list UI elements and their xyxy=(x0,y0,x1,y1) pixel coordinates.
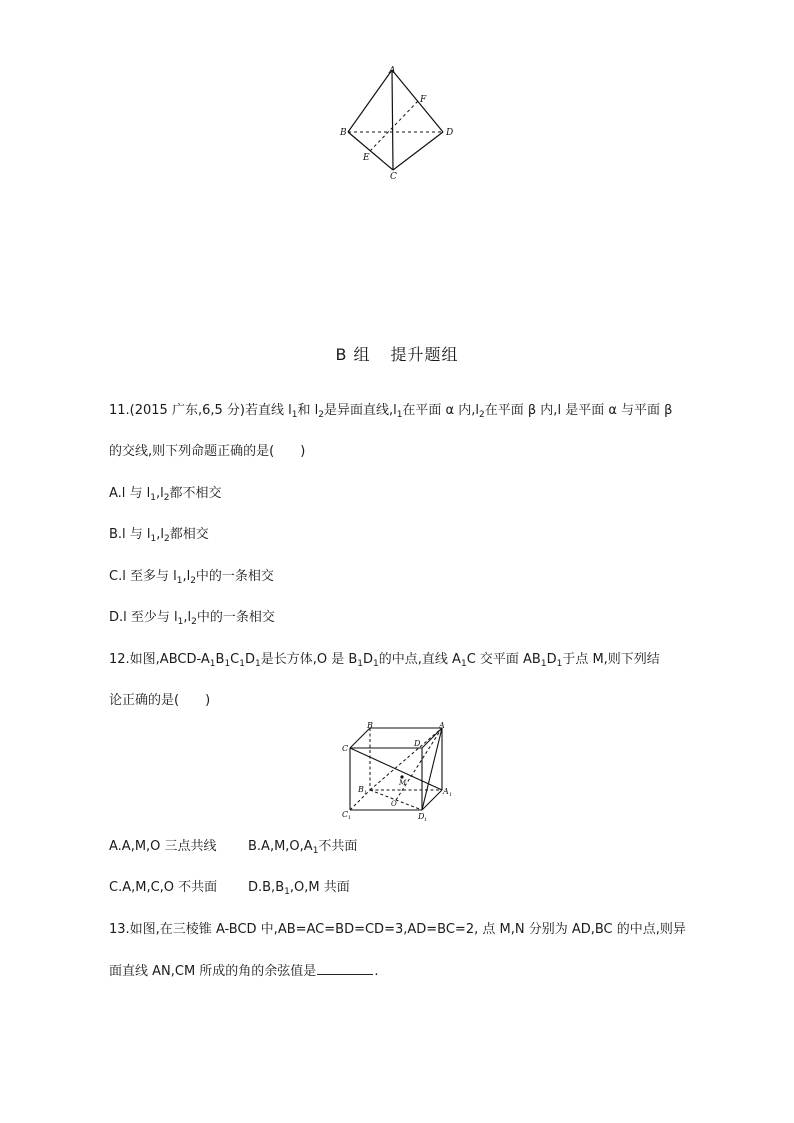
section-heading xyxy=(0,342,794,365)
label-c1: C xyxy=(342,810,349,819)
q12-options-row2 xyxy=(109,878,350,898)
q12-options-row1 xyxy=(109,837,357,857)
label-b1: B xyxy=(358,785,364,794)
label-a1: A xyxy=(443,787,449,796)
label-a: A xyxy=(439,722,445,730)
label-c1-sub: 1 xyxy=(348,815,352,821)
q11-line1: 11.(2015 广东,6,5 分)若直线 $l_1$和 $l_2$是异面直线$,l_1$在平面 α 内$,l_2$在平面 β 内,l 是平面 α 与平面 β xyxy=(109,403,673,420)
label-d: D xyxy=(414,739,421,748)
label-a1-sub: 1 xyxy=(449,792,453,798)
q11-option-b: B.l 与 $l_1,l_2$都相交 xyxy=(109,527,209,544)
q11-option-d: D.l 至少与 $l_1,l_2$中的一条相交 xyxy=(109,610,275,627)
q13-line1: 13.如图,在三棱锥 A-BCD 中,AB=AC=BD=CD=3,AD=BC=2, 点 M,N 分别为 AD,BC 的中点,则异 xyxy=(109,922,686,937)
edge-cd xyxy=(393,132,443,170)
q13-line2: 面直线 AN,CM 所成的角的余弦值是 . xyxy=(109,964,379,979)
label-b: B xyxy=(367,722,373,730)
cuboid-figure xyxy=(335,722,465,826)
edge-ab xyxy=(348,70,392,132)
q12-line1: 12.如图$,ABCD-A_1B_1C_1D_1$是长方体,O 是 $B_1D_1$的中点,直线 $A_1C$ 交平面 $AB_1D_1$于点 M,则下列结 xyxy=(109,652,660,669)
label-d1-sub: 1 xyxy=(424,817,428,823)
tetrahedron-figure xyxy=(330,62,470,182)
q12-option-c: C.A,M,C,O 不共面 xyxy=(109,880,218,895)
label-a: A xyxy=(389,66,396,76)
label-d1: D xyxy=(418,812,425,821)
heading-group: B 组 xyxy=(335,345,371,364)
label-b1-sub: 1 xyxy=(364,790,368,796)
label-o: O xyxy=(391,800,397,808)
q12-option-d: $D.B,B_1,O,M$ 共面 xyxy=(248,880,350,897)
label-d: D xyxy=(446,128,454,138)
label-f: F xyxy=(420,95,427,105)
label-c: C xyxy=(390,172,397,182)
q11-option-a: A.l 与 $l_1,l_2$都不相交 xyxy=(109,486,222,503)
label-e: E xyxy=(363,153,370,163)
edge-ac xyxy=(392,70,393,170)
q11-line2: 的交线,则下列命题正确的是( ) xyxy=(109,444,306,459)
heading-title: 提升题组 xyxy=(390,345,459,364)
label-m: M xyxy=(399,779,407,787)
q11-option-c: C.l 至多与 $l_1,l_2$中的一条相交 xyxy=(109,569,274,586)
q12-option-b: $B.A,M,O,A_1$不共面 xyxy=(248,839,358,856)
label-b: B xyxy=(340,128,347,138)
label-c: C xyxy=(342,744,349,753)
q12-option-a: A.A,M,O 三点共线 xyxy=(109,839,217,854)
answer-blank[interactable] xyxy=(317,962,373,975)
q12-line2: 论正确的是( ) xyxy=(109,693,211,708)
segment-ef-hidden xyxy=(370,100,419,151)
